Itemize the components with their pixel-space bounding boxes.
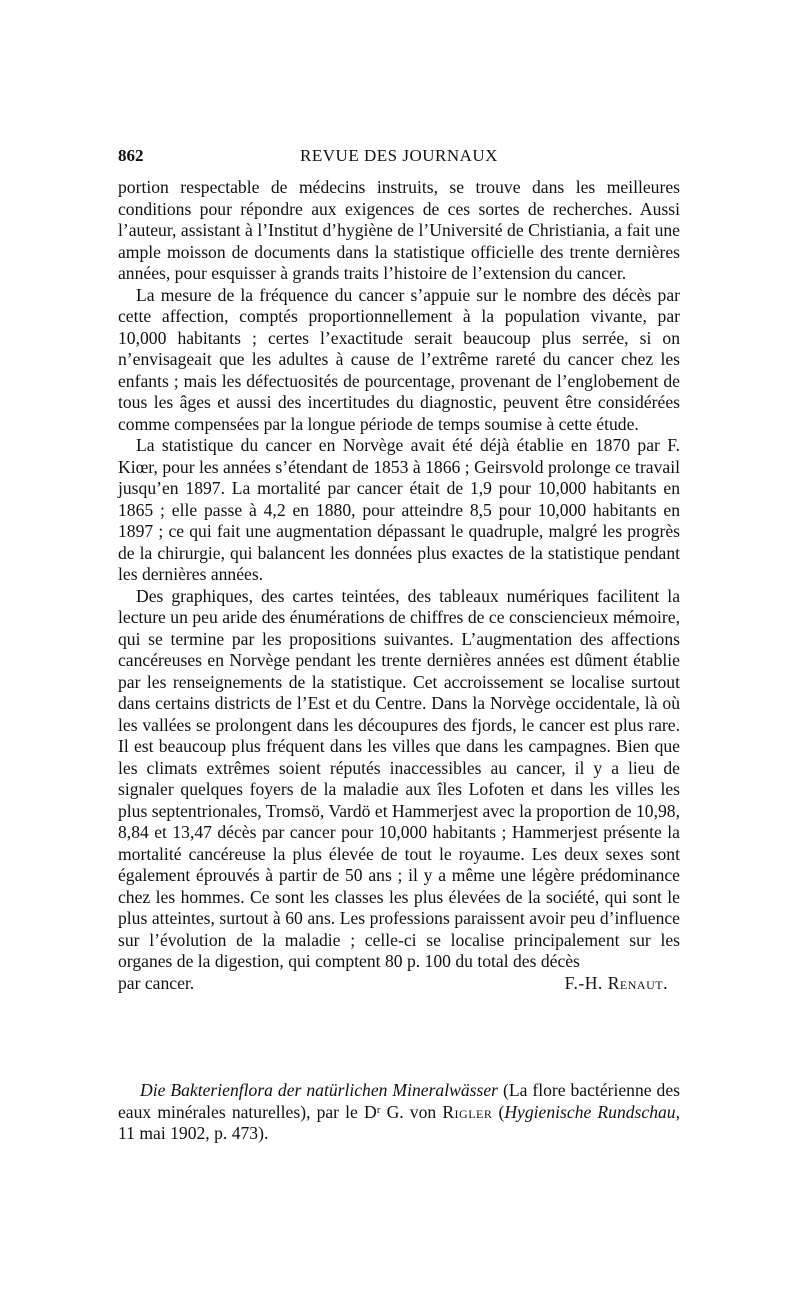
paren-open: ( <box>492 1101 505 1122</box>
paragraph-4: Des graphiques, des cartes teintées, des tableaux numériques facilitent la lecture un peu aride des énumérations de chiffres de ce consciencieux mémoire, qui se termine par les propositions suivantes. L’augmentation des affections cancéreuses en Norvège pendant les trente dernières années est dûment établie par les renseignements de la statistique. Cet accroissement se localise surtout dans certains districts de l’Est et du Centre. Dans la Norvège occidentale, là où les vallées se prolongent dans les découpures des fjords, le cancer est plus rare. Il est beaucoup plus fréquent dans les villes que dans les campagnes. Bien que les climats extrêmes soient réputés inaccessibles au cancer, il y a lieu de signaler quelques foyers de la maladie aux îles Lofoten et dans les villes les plus septentrionales, Tromsö, Vardö et Hammerjest avec la proportion de 10,98, 8,84 et 13,47 décès par cancer pour 10,000 habitants ; Hammerjest présente la mortalité cancéreuse la plus élevée de tout le royaume. Les deux sexes sont également éprouvés à partir de 50 ans ; il y a même une légère prédominance chez les hommes. Ce sont les classes les plus élevées de la société, qui sont le plus atteintes, surtout à 60 ans. Les professions paraissent avoir peu d’influence sur l’évolution de la maladie ; celle-ci se localise principalement sur les organes de la digestion, qui comptent 80 p. 100 du total des décès <box>118 585 680 971</box>
review-translation: (La flore bactérienne des eaux minérales naturelles), par le <box>118 1080 681 1122</box>
review-entry <box>118 1080 680 1145</box>
author-surname: Rigler <box>442 1101 493 1122</box>
review-title: Die Bakterienflora der natürlichen Mineralwässer <box>140 1080 498 1100</box>
article-body <box>118 177 680 994</box>
review-heading <box>118 1080 680 1145</box>
page-header <box>118 146 680 170</box>
paragraph-3: La statistique du cancer en Norvège avait été déjà établie en 1870 par F. Kiœr, pour les années s’étendant de 1853 à 1866 ; Geirsvold prolonge ce travail jusqu’en 1897. La mortalité par cancer était de 1,9 pour 10,000 habitants en 1865 ; elle passe à 4,2 en 1880, pour atteindre 8,5 pour 10,000 habitants en 1897 ; ce qui fait une augmentation dépassant le quadruple, malgré les progrès de la chirurgie, qui balancent les données plus exactes de la statistique pendant les dernières années. <box>118 435 680 584</box>
citation: , 11 mai 1902, p. 473). <box>118 1101 680 1143</box>
closing-words: par cancer. <box>118 972 195 993</box>
journal-name: Hygienische Rundschau <box>504 1101 676 1122</box>
author-given-name: G. von <box>380 1101 443 1122</box>
closing-line <box>118 973 680 995</box>
author-signature: F.-H. Renaut. <box>564 972 668 993</box>
paragraph-2: La mesure de la fréquence du cancer s’appuie sur le nombre des décès par cette affection, comptés proportionnellement à la population vivante, par 10,000 habitants ; certes l’exactitude serait beaucoup plus serrée, si on n’envisageait que les adultes à cause de l’extrême rareté du cancer chez les enfants ; mais les défectuosités de pourcentage, provenant de l’englobement de tous les âges et aussi des incertitudes du diagnostic, peuvent être considérées comme compensées par la longue période de temps soumise à cette étude. <box>118 284 680 434</box>
doctor-abbrev: Dʳ <box>363 1101 381 1122</box>
page-number: 862 <box>118 146 144 165</box>
paragraph-1: portion respectable de médecins instruits, se trouve dans les meilleures conditions pour répondre aux exigences de ces sortes de recherches. Aussi l’auteur, assistant à l’Institut d’hygiène de l’Université de Christiania, a fait une ample moisson de documents dans la statistique officielle des trente dernières années, pour esquisser à grands traits l’histoire de l’extension du cancer. <box>118 177 680 283</box>
running-title: REVUE DES JOURNAUX <box>300 146 498 165</box>
